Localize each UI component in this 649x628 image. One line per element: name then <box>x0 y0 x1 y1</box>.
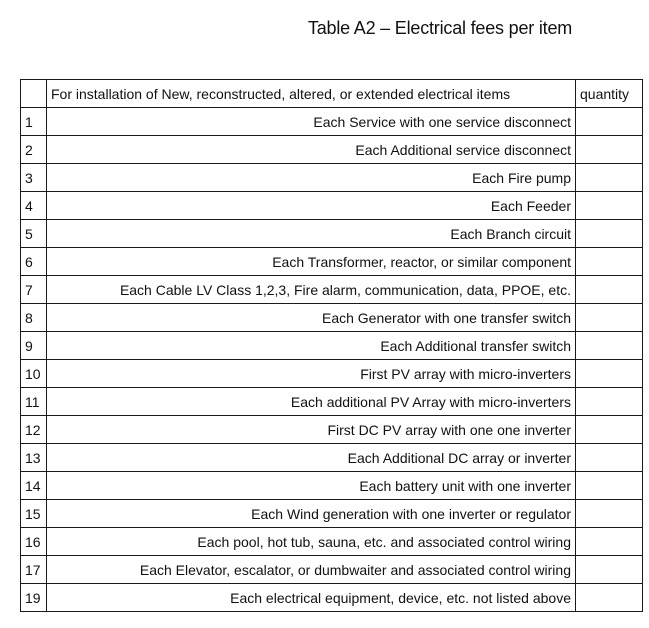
quantity-cell[interactable] <box>576 220 643 248</box>
table-header-row <box>21 80 643 108</box>
row-description: Each Transformer, reactor, or similar component <box>47 248 576 276</box>
quantity-cell[interactable] <box>576 444 643 472</box>
table-row <box>21 192 643 220</box>
table-row <box>21 584 643 612</box>
table-row <box>21 360 643 388</box>
row-number: 16 <box>21 528 47 556</box>
row-description: Each Additional transfer switch <box>47 332 576 360</box>
row-number: 4 <box>21 192 47 220</box>
row-number: 14 <box>21 472 47 500</box>
row-description: Each Additional DC array or inverter <box>47 444 576 472</box>
quantity-cell[interactable] <box>576 584 643 612</box>
row-number: 11 <box>21 388 47 416</box>
row-description: Each Feeder <box>47 192 576 220</box>
row-number: 13 <box>21 444 47 472</box>
table-row <box>21 108 643 136</box>
table-row <box>21 444 643 472</box>
row-description: Each Additional service disconnect <box>47 136 576 164</box>
quantity-cell[interactable] <box>576 388 643 416</box>
row-description: Each Branch circuit <box>47 220 576 248</box>
quantity-cell[interactable] <box>576 136 643 164</box>
header-number <box>21 80 47 108</box>
table-row <box>21 528 643 556</box>
row-number: 6 <box>21 248 47 276</box>
table-row <box>21 556 643 584</box>
quantity-cell[interactable] <box>576 108 643 136</box>
header-quantity: quantity <box>576 80 643 108</box>
quantity-cell[interactable] <box>576 192 643 220</box>
row-description: Each additional PV Array with micro-inverters <box>47 388 576 416</box>
row-description: First DC PV array with one one inverter <box>47 416 576 444</box>
quantity-cell[interactable] <box>576 304 643 332</box>
quantity-cell[interactable] <box>576 332 643 360</box>
row-description: Each pool, hot tub, sauna, etc. and associated control wiring <box>47 528 576 556</box>
quantity-cell[interactable] <box>576 556 643 584</box>
electrical-fees-table <box>20 79 643 612</box>
row-description: Each battery unit with one inverter <box>47 472 576 500</box>
quantity-cell[interactable] <box>576 276 643 304</box>
row-number: 12 <box>21 416 47 444</box>
quantity-cell[interactable] <box>576 500 643 528</box>
row-description: Each Wind generation with one inverter or regulator <box>47 500 576 528</box>
table-row <box>21 472 643 500</box>
row-description: Each Cable LV Class 1,2,3, Fire alarm, communication, data, PPOE, etc. <box>47 276 576 304</box>
table-row <box>21 248 643 276</box>
row-number: 2 <box>21 136 47 164</box>
row-description: Each Generator with one transfer switch <box>47 304 576 332</box>
table-row <box>21 388 643 416</box>
row-number: 17 <box>21 556 47 584</box>
quantity-cell[interactable] <box>576 528 643 556</box>
row-description: First PV array with micro-inverters <box>47 360 576 388</box>
table-row <box>21 500 643 528</box>
row-number: 19 <box>21 584 47 612</box>
row-number: 9 <box>21 332 47 360</box>
table-row <box>21 220 643 248</box>
table-row <box>21 136 643 164</box>
row-number: 5 <box>21 220 47 248</box>
row-description: Each electrical equipment, device, etc. not listed above <box>47 584 576 612</box>
row-description: Each Service with one service disconnect <box>47 108 576 136</box>
table-row <box>21 276 643 304</box>
row-description: Each Elevator, escalator, or dumbwaiter and associated control wiring <box>47 556 576 584</box>
row-description: Each Fire pump <box>47 164 576 192</box>
row-number: 3 <box>21 164 47 192</box>
quantity-cell[interactable] <box>576 248 643 276</box>
table-row <box>21 164 643 192</box>
table-row <box>21 304 643 332</box>
table-row <box>21 332 643 360</box>
row-number: 8 <box>21 304 47 332</box>
table-row <box>21 416 643 444</box>
row-number: 10 <box>21 360 47 388</box>
row-number: 7 <box>21 276 47 304</box>
page-title: Table A2 – Electrical fees per item <box>307 18 573 38</box>
row-number: 15 <box>21 500 47 528</box>
row-number: 1 <box>21 108 47 136</box>
quantity-cell[interactable] <box>576 164 643 192</box>
quantity-cell[interactable] <box>576 472 643 500</box>
quantity-cell[interactable] <box>576 360 643 388</box>
quantity-cell[interactable] <box>576 416 643 444</box>
header-description: For installation of New, reconstructed, altered, or extended electrical items <box>47 80 576 108</box>
